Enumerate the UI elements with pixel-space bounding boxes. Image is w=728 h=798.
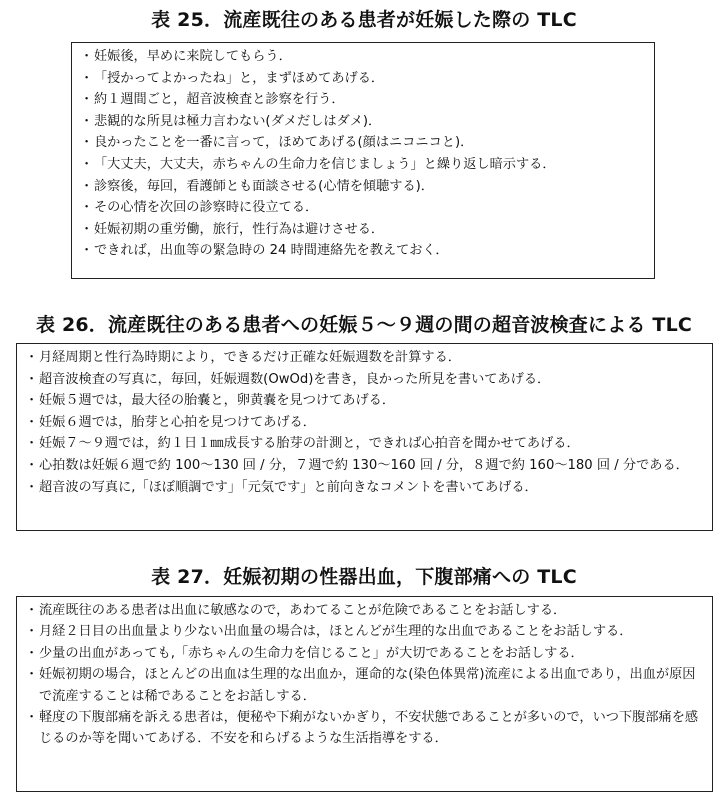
bullet-icon: ・: [80, 49, 94, 64]
bullet-icon: ・: [25, 414, 39, 430]
table-26-box: [16, 343, 713, 531]
bullet-icon: ・: [80, 70, 94, 86]
list-item: ・ 妊娠６週では，胎芽と心拍を見つけてあげる．: [23, 412, 706, 434]
list-item: ・ 妊娠５週では，最大径の胎嚢と，卵黄嚢を見つけてあげる．: [23, 390, 706, 412]
bullet-icon: ・: [80, 243, 94, 259]
bullet-icon: ・: [80, 178, 94, 194]
bullet-icon: ・: [80, 221, 94, 237]
bullet-icon: ・: [25, 667, 39, 683]
bullet-icon: ・: [80, 135, 94, 151]
bullet-icon: ・: [80, 92, 94, 108]
table-25-title: 表 25．流産既往のある患者が妊娠した際の TLC: [151, 9, 577, 31]
list-item: ・ 月経周期と性行為時期により，できるだけ正確な妊娠週数を計算する．: [23, 347, 706, 369]
list-item: ・ 少量の出血があっても,「赤ちゃんの生命力を信じること」が大切であることをお話しする．: [23, 643, 704, 664]
bullet-icon: ・: [80, 200, 94, 216]
bullet-icon: ・: [25, 603, 39, 618]
list-item: ・ 妊娠７～９週では，約１日１㎜成長する胎芽の計測と，できれば心拍音を聞かせてあげる．: [23, 433, 706, 455]
bullet-icon: ・: [80, 113, 94, 129]
list-item: ・ その心情を次回の診察時に役立てる．: [78, 197, 648, 219]
list-item: ・ 心拍数は妊娠６週で約 100～130 回 / 分，７週で約 130～160 回 / 分，８週で約 160～180 回 / 分である．: [23, 455, 706, 477]
table-26-list: [23, 347, 706, 498]
bullet-icon: ・: [25, 479, 39, 495]
list-item: ・ 「大丈夫，大丈夫，赤ちゃんの生命力を信じましょう」と繰り返し暗示する．: [78, 154, 648, 176]
list-item: ・ 診察後，毎回，看護師とも面談させる(心情を傾聴する)．: [78, 176, 648, 198]
table-27-title: 表 27．妊娠初期の性器出血，下腹部痛への TLC: [151, 566, 577, 588]
list-item: ・ 悲観的な所見は極力言わない(ダメだしはダメ)．: [78, 111, 648, 133]
list-item: ・ 軽度の下腹部痛を訴える患者は，便秘や下痢がないかぎり，不安状態であることが多いので，いつ下腹部痛を感じるのか等を聞いてあげる．不安を和らげるような生活指導をする．: [23, 707, 704, 750]
bullet-icon: ・: [25, 457, 39, 473]
bullet-icon: ・: [25, 393, 39, 409]
bullet-icon: ・: [25, 645, 39, 661]
list-item: ・ 良かったことを一番に言って，ほめてあげる(顔はニコニコと)．: [78, 132, 648, 154]
bullet-icon: ・: [25, 350, 39, 365]
list-item: ・ 超音波検査の写真に，毎回，妊娠週数(OwOd)を書き，良かった所見を書いてあげる．: [23, 369, 706, 391]
table-27-list: [23, 600, 704, 750]
bullet-icon: ・: [25, 371, 39, 387]
table-27-box: [16, 596, 713, 792]
bullet-icon: ・: [80, 156, 94, 172]
list-item: ・ 妊娠後，早めに来院してもらう．: [78, 46, 648, 68]
list-item: ・ 妊娠初期の場合，ほとんどの出血は生理的な出血か，運命的な(染色体異常)流産による出血であり，出血が原因で流産することは稀であることをお話しする．: [23, 664, 704, 707]
list-item: ・ 約１週間ごと，超音波検査と診察を行う．: [78, 89, 648, 111]
table-25-box: [71, 42, 655, 279]
list-item: ・ 月経２日目の出血量より少ない出血量の場合は，ほとんどが生理的な出血であることをお話しする．: [23, 621, 704, 642]
bullet-icon: ・: [25, 436, 39, 452]
table-25-list: [78, 46, 648, 262]
bullet-icon: ・: [25, 710, 39, 726]
table-26-title: 表 26．流産既往のある患者への妊娠５～９週の間の超音波検査による TLC: [35, 314, 693, 336]
bullet-icon: ・: [25, 624, 39, 640]
list-item: ・ 妊娠初期の重労働，旅行，性行為は避けさせる．: [78, 219, 648, 241]
list-item: ・ 流産既往のある患者は出血に敏感なので，あわてることが危険であることをお話しする．: [23, 600, 704, 621]
list-item: ・ 超音波の写真に,「ほぼ順調です」「元気です」と前向きなコメントを書いてあげる．: [23, 477, 706, 499]
list-item: ・ できれば，出血等の緊急時の 24 時間連絡先を教えておく．: [78, 240, 648, 262]
list-item: ・ 「授かってよかったね」と，まずほめてあげる．: [78, 68, 648, 90]
